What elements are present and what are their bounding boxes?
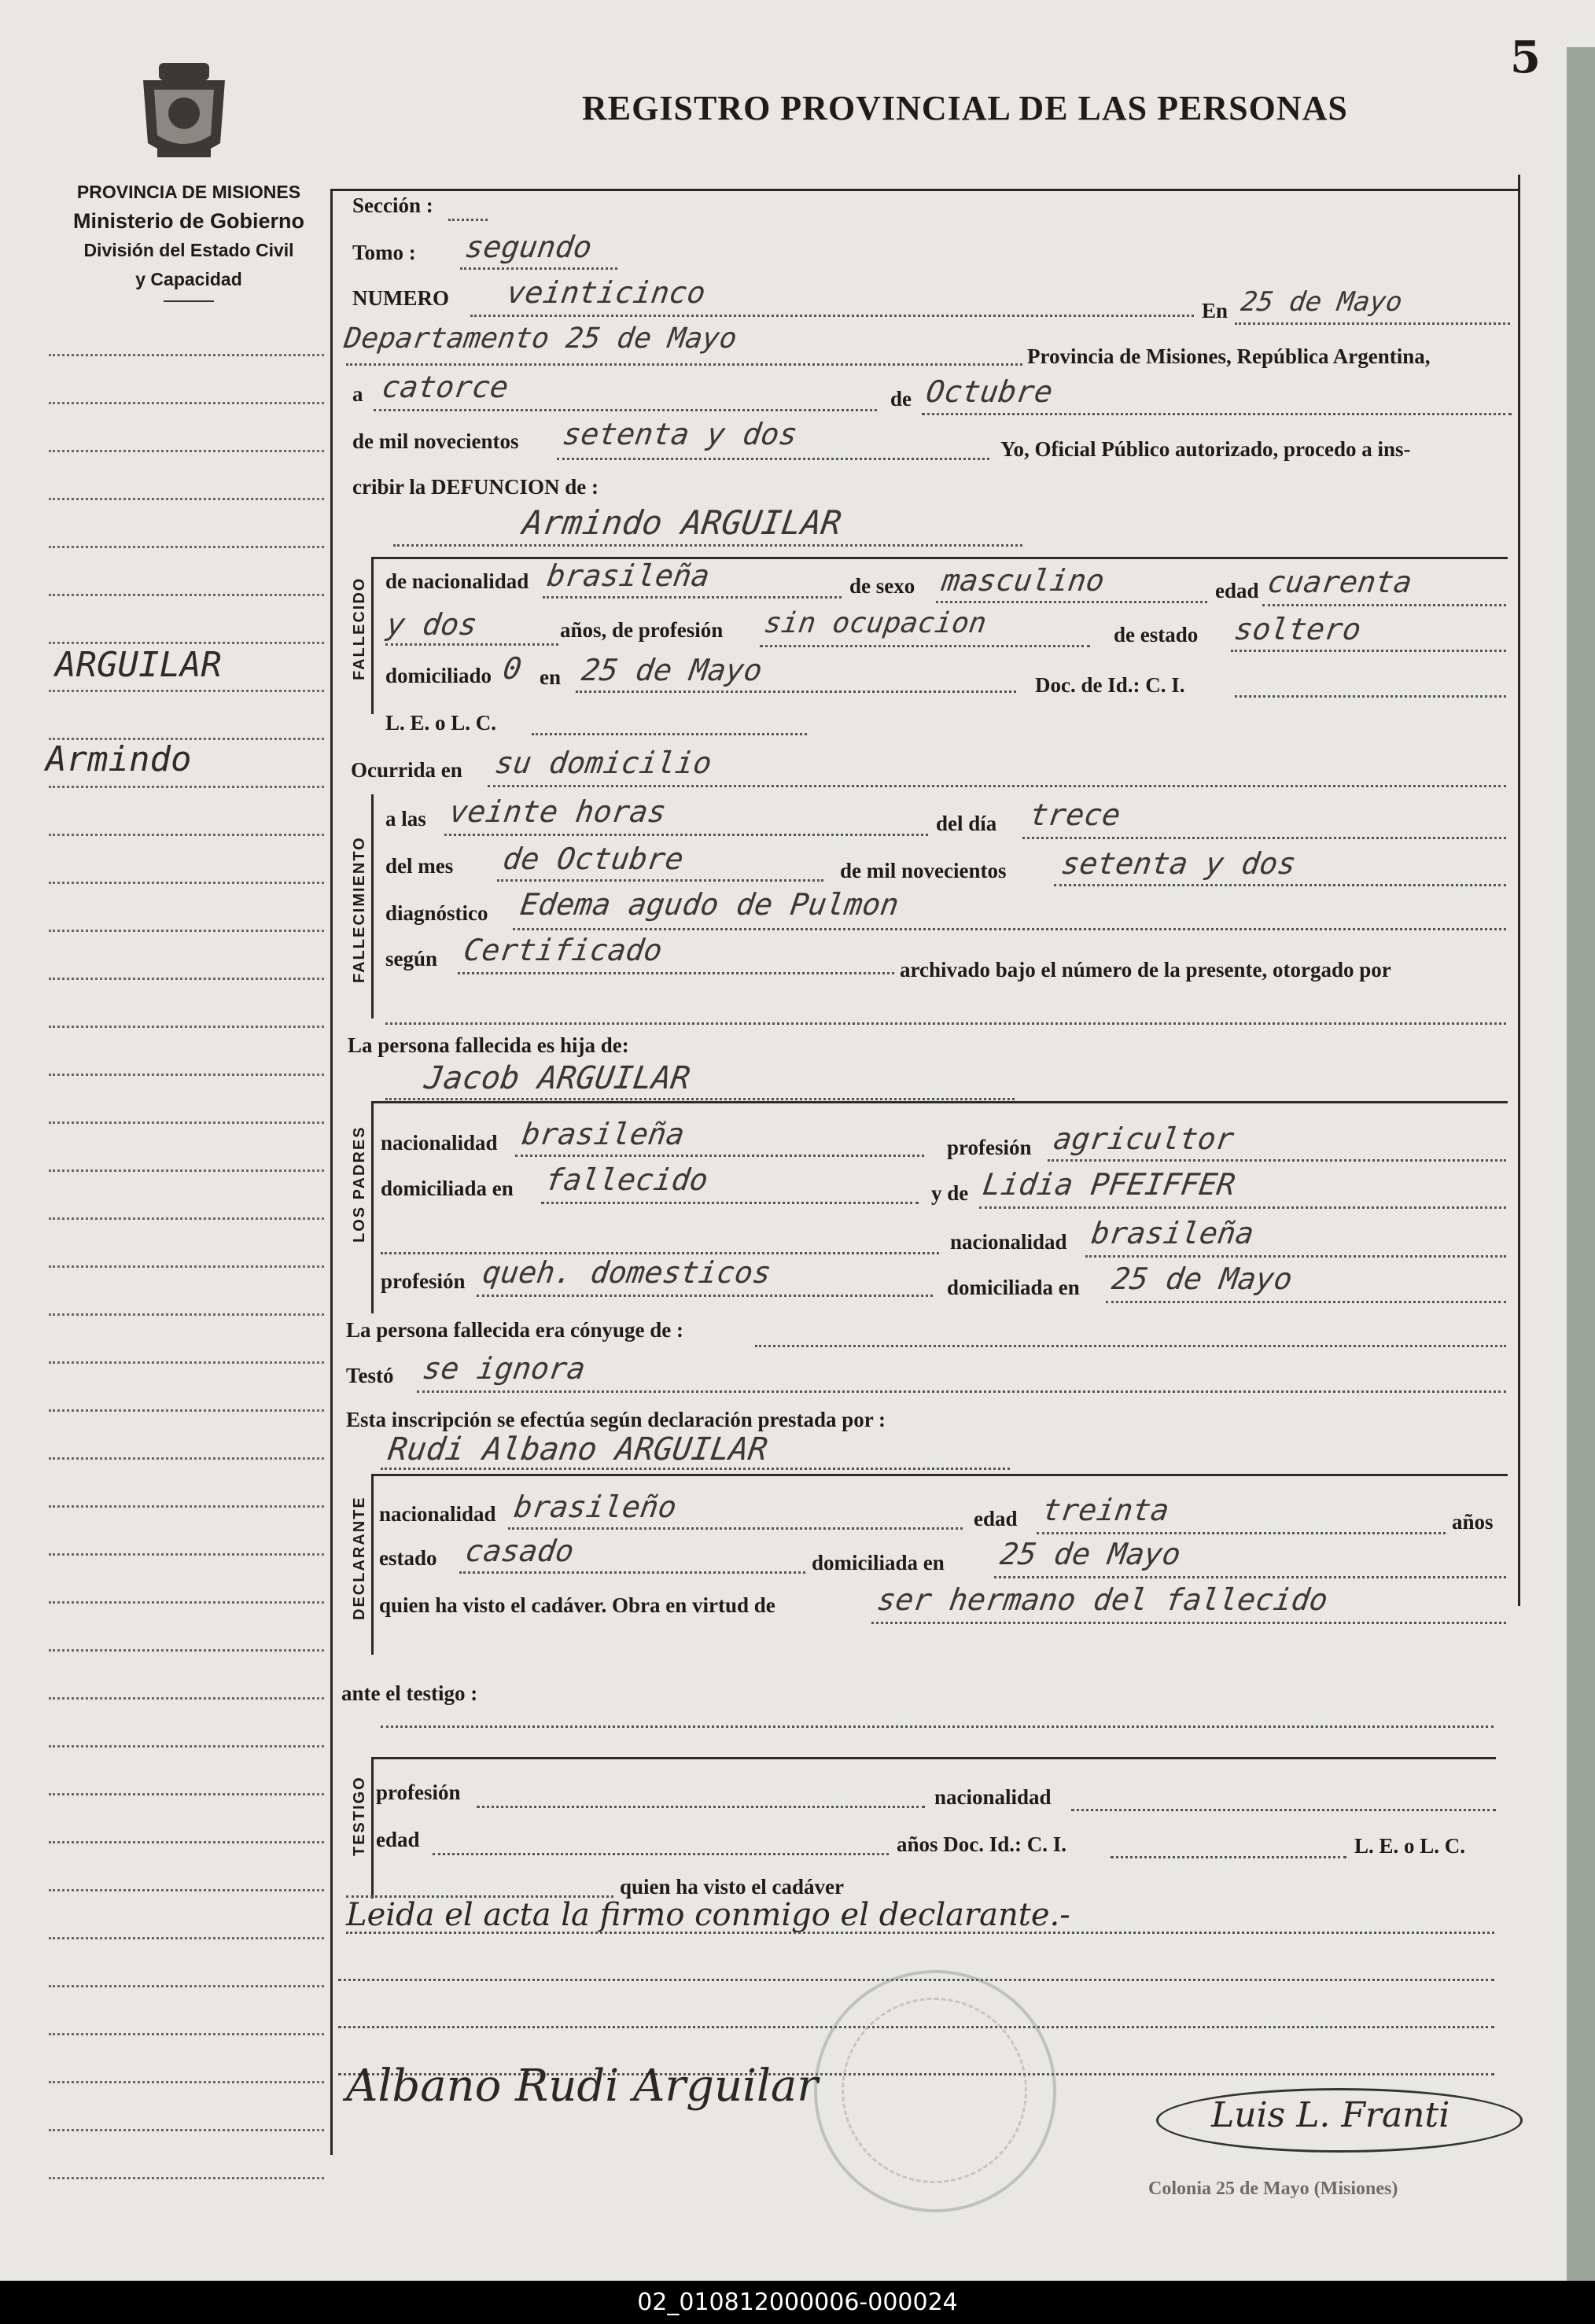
value-domiciliado: 0 [500,651,524,686]
field-line [497,879,823,882]
label-cribir: cribir la DEFUNCION de : [352,475,599,499]
margin-line [49,642,324,644]
margin-line [49,2129,324,2131]
field-line [470,315,1194,317]
margin-line [49,2177,324,2179]
label-t-quien: quien ha visto el cadáver [620,1875,845,1899]
field-line [922,413,1512,415]
field-line [1085,1255,1506,1258]
field-line [979,1206,1506,1209]
section-rule [371,557,1508,559]
margin-line [49,1313,324,1316]
value-del-mes: de Octubre [500,842,686,876]
label-a-las: a las [385,807,426,831]
margin-line [49,1457,324,1460]
field-line [1235,322,1510,325]
field-line [1022,837,1506,839]
margin-line [49,1505,324,1508]
label-seccion: Sección : [352,193,433,217]
value-edad: cuarenta [1265,565,1415,599]
side-label-declarante: DECLARANTE [351,1496,368,1620]
label-p-nacionalidad: nacionalidad [381,1131,498,1155]
margin-line [49,1793,324,1795]
field-line [458,972,894,974]
field-line [393,544,1022,547]
margin-line [49,1553,324,1556]
field-line [936,601,1207,603]
field-line [755,1345,1506,1347]
margin-line [49,354,324,356]
field-line [557,458,989,460]
section-bracket [371,1474,374,1655]
label-hija-de: La persona fallecida es hija de: [348,1033,629,1057]
value-leida: Leida el acta la firmo conmigo el declarante.- [346,1897,1070,1933]
header-line-4: y Capacidad [135,269,242,289]
value-a-las: veinte horas [447,794,669,829]
field-line [532,733,807,735]
margin-line [49,1217,324,1220]
value-ocurrida: su domicilio [492,746,714,780]
label-estado: de estado [1114,623,1199,646]
field-line [1231,650,1506,652]
margin-line [49,690,324,692]
value-de-mil: setenta y dos [560,417,800,451]
value-en-domicilio: 25 de Mayo [579,653,764,687]
label-del-dia: del día [936,812,997,835]
section-bracket [371,1101,374,1313]
field-line [1262,604,1506,606]
value-d-domiciliada: 25 de Mayo [997,1537,1183,1571]
province-seal-icon [135,57,233,167]
value-m-domiciliada: 25 de Mayo [1109,1261,1295,1296]
margin-line [49,1409,324,1412]
section-bracket [371,794,374,1018]
value-del-dia: trece [1027,797,1123,832]
official-stamp-inner-icon [842,1998,1027,2183]
field-line [994,1576,1506,1578]
label-t-le: L. E. o L. C. [1354,1834,1466,1858]
value-m-nacionalidad: brasileña [1089,1216,1256,1250]
field-line [381,1726,1494,1728]
value-madre: Lidia PFEIFFER [980,1167,1238,1202]
margin-line [49,1265,324,1268]
field-line [444,834,928,836]
label-del-mes: del mes [385,854,454,878]
field-line [385,1098,1015,1100]
margin-line [49,1121,324,1124]
section-rule [371,1757,1496,1759]
margin-line [49,930,324,932]
label-t-edad: edad [376,1828,420,1851]
right-frame-line [1518,175,1520,1606]
label-sexo: de sexo [849,574,915,598]
label-ocurrida: Ocurrida en [351,758,462,782]
field-line [515,1155,924,1157]
margin-line [49,594,324,596]
value-profesion: sin ocupacion [762,607,989,639]
margin-line [49,1601,324,1604]
book-binding-edge [1567,47,1595,2289]
value-m-profesion: queh. domesticos [480,1255,774,1290]
label-d-domiciliada: domiciliada en [812,1551,945,1575]
field-line [385,643,558,646]
value-diagnostico: Edema agudo de Pulmon [518,887,901,922]
image-caption: 02_010812000006-000024 [0,2281,1595,2324]
field-line [385,1022,1506,1025]
value-testo: se ignora [420,1351,588,1386]
margin-line [49,498,324,500]
document-title: REGISTRO PROVINCIAL DE LAS PERSONAS [582,89,1348,127]
margin-line [49,1745,324,1748]
margin-line [49,1026,324,1028]
value-numero: veinticinco [504,275,708,310]
label-en: En [1202,299,1228,322]
value-declarante: Rudi Albano ARGUILAR [385,1431,770,1468]
value-mil-nov: setenta y dos [1059,846,1298,881]
value-estado: soltero [1232,612,1364,646]
margin-line [49,1985,324,1987]
field-line [543,596,842,598]
value-en-place: 25 de Mayo [1239,286,1405,318]
label-y-de: y de [931,1181,969,1205]
label-numero: NUMERO [352,286,449,310]
margin-line [49,1937,324,1939]
label-t-nacionalidad: nacionalidad [934,1785,1052,1809]
field-line [433,1853,889,1855]
label-d-estado: estado [379,1546,437,1570]
value-departamento: Departamento 25 de Mayo [342,322,739,355]
label-m-profesion: profesión [381,1269,466,1293]
side-label-fallecimiento: FALLECIMIENTO [351,836,368,983]
signature-declarante: Albano Rudi Arguilar [346,2061,819,2112]
field-line [488,785,1506,787]
label-conyuge: La persona fallecida era cónyuge de : [346,1318,683,1342]
field-line [448,219,488,221]
field-line [381,1468,1010,1470]
label-d-anos: años [1452,1510,1494,1534]
field-line [346,363,1022,366]
margin-line [49,546,324,548]
margin-line [49,978,324,980]
label-tomo: Tomo : [352,241,416,264]
margin-line [49,1841,324,1843]
label-p-domiciliada: domiciliada en [381,1177,514,1200]
margin-line [49,1361,324,1364]
issuer-header [31,178,346,302]
side-label-padres: LOS PADRES [351,1125,368,1243]
section-bracket [371,557,374,714]
label-segun: según [385,947,438,970]
field-line [417,1390,1506,1393]
label-testo: Testó [346,1364,394,1387]
field-line [1106,1301,1506,1303]
page-number: 5 [1510,31,1541,83]
field-line [477,1806,925,1808]
value-d-nacionalidad: brasileño [511,1490,679,1524]
office-stamp-text: Colonia 25 de Mayo (Misiones) [1148,2179,1398,2199]
margin-line [49,402,324,404]
value-de: Octubre [923,374,1055,409]
margin-line [49,2033,324,2035]
label-de: de [890,387,912,411]
field-line [871,1622,1506,1624]
label-domiciliado: domiciliado [385,664,492,687]
field-line [1037,1532,1446,1534]
side-label-fallecido: FALLECIDO [351,576,368,680]
value-edad2: y dos [384,607,480,642]
value-d-edad: treinta [1040,1493,1172,1527]
label-le-lc: L. E. o L. C. [385,711,497,735]
label-d-quien: quien ha visto el cadáver. Obra en virtud de [379,1593,775,1617]
label-diagnostico: diagnóstico [385,901,488,925]
label-inscripcion: Esta inscripción se efectúa según declaración prestada por : [346,1408,886,1431]
margin-line [49,1697,324,1700]
label-en-domicilio: en [540,665,561,689]
label-doc: Doc. de Id.: C. I. [1035,673,1185,697]
header-line-1: PROVINCIA DE MISIONES [76,182,301,202]
label-testigo: ante el testigo : [341,1681,478,1705]
label-de-mil: de mil novecientos [352,429,519,453]
margin-line [49,2081,324,2083]
label-mil-nov: de mil novecientos [840,859,1007,882]
label-p-profesion: profesión [947,1136,1032,1159]
field-line [460,267,617,270]
margin-line [49,786,324,788]
label-yo-oficial: Yo, Oficial Público autorizado, procedo a ins- [1000,437,1411,461]
value-padre: Jacob ARGUILAR [422,1060,693,1096]
field-line [1048,1159,1506,1162]
value-d-obra: ser hermano del fallecido [875,1582,1331,1617]
margin-line [49,1169,324,1172]
value-nacionalidad: brasileña [544,558,712,593]
header-line-2: Ministerio de Gobierno [72,209,305,233]
field-line [541,1202,919,1204]
margin-line [49,882,324,884]
label-nacionalidad: de nacionalidad [385,569,529,593]
field-line [477,1295,933,1297]
field-line [508,1527,963,1530]
field-line [374,409,877,411]
label-m-domiciliada: domiciliada en [947,1276,1080,1299]
value-sexo: masculino [939,563,1107,598]
label-edad: edad [1215,579,1259,602]
margin-line [49,1649,324,1652]
header-rule [164,300,214,302]
section-rule [371,1474,1508,1476]
label-d-nacionalidad: nacionalidad [379,1502,496,1526]
signature-oficial: Luis L. Franti [1211,2095,1450,2135]
value-segun: Certificado [461,933,665,967]
margin-given-name: Armindo [46,739,192,779]
margin-line [49,834,324,836]
field-line [1235,695,1506,698]
field-line [576,691,1016,693]
field-line [760,645,1090,647]
left-frame-line [330,189,333,2155]
field-line [346,1932,1494,1934]
label-a: a [352,382,363,406]
label-anos-profesion: años, de profesión [560,618,724,642]
label-d-edad: edad [974,1507,1018,1530]
field-line [513,928,1506,930]
margin-line [49,1889,324,1891]
margin-line [49,1074,324,1076]
header-line-3: División del Estado Civil [83,240,294,260]
side-label-testigo: TESTIGO [351,1776,368,1856]
label-t-profesion: profesión [376,1781,461,1804]
value-d-estado: casado [462,1534,576,1568]
value-p-profesion: agricultor [1051,1121,1236,1156]
field-line [1054,884,1506,886]
value-p-domiciliada: fallecido [543,1162,710,1197]
value-tomo: segundo [462,230,595,264]
value-p-nacionalidad: brasileña [519,1117,687,1151]
value-a: catorce [379,370,511,404]
field-line [1071,1809,1496,1811]
label-m-nacionalidad: nacionalidad [950,1230,1067,1254]
label-provincia: Provincia de Misiones, República Argentina, [1027,344,1431,368]
field-line [381,1252,939,1254]
label-t-anos: años Doc. Id.: C. I. [897,1832,1067,1856]
section-bracket [371,1757,374,1899]
margin-line [49,450,324,452]
margin-surname: ARGUILAR [55,645,222,685]
top-frame-line [330,189,1518,191]
field-line [1111,1856,1346,1858]
section-rule [371,1101,1508,1103]
value-nombre: Armindo ARGUILAR [520,503,845,542]
label-archivado: archivado bajo el número de la presente, otorgado por [900,958,1391,982]
field-line [459,1571,805,1574]
